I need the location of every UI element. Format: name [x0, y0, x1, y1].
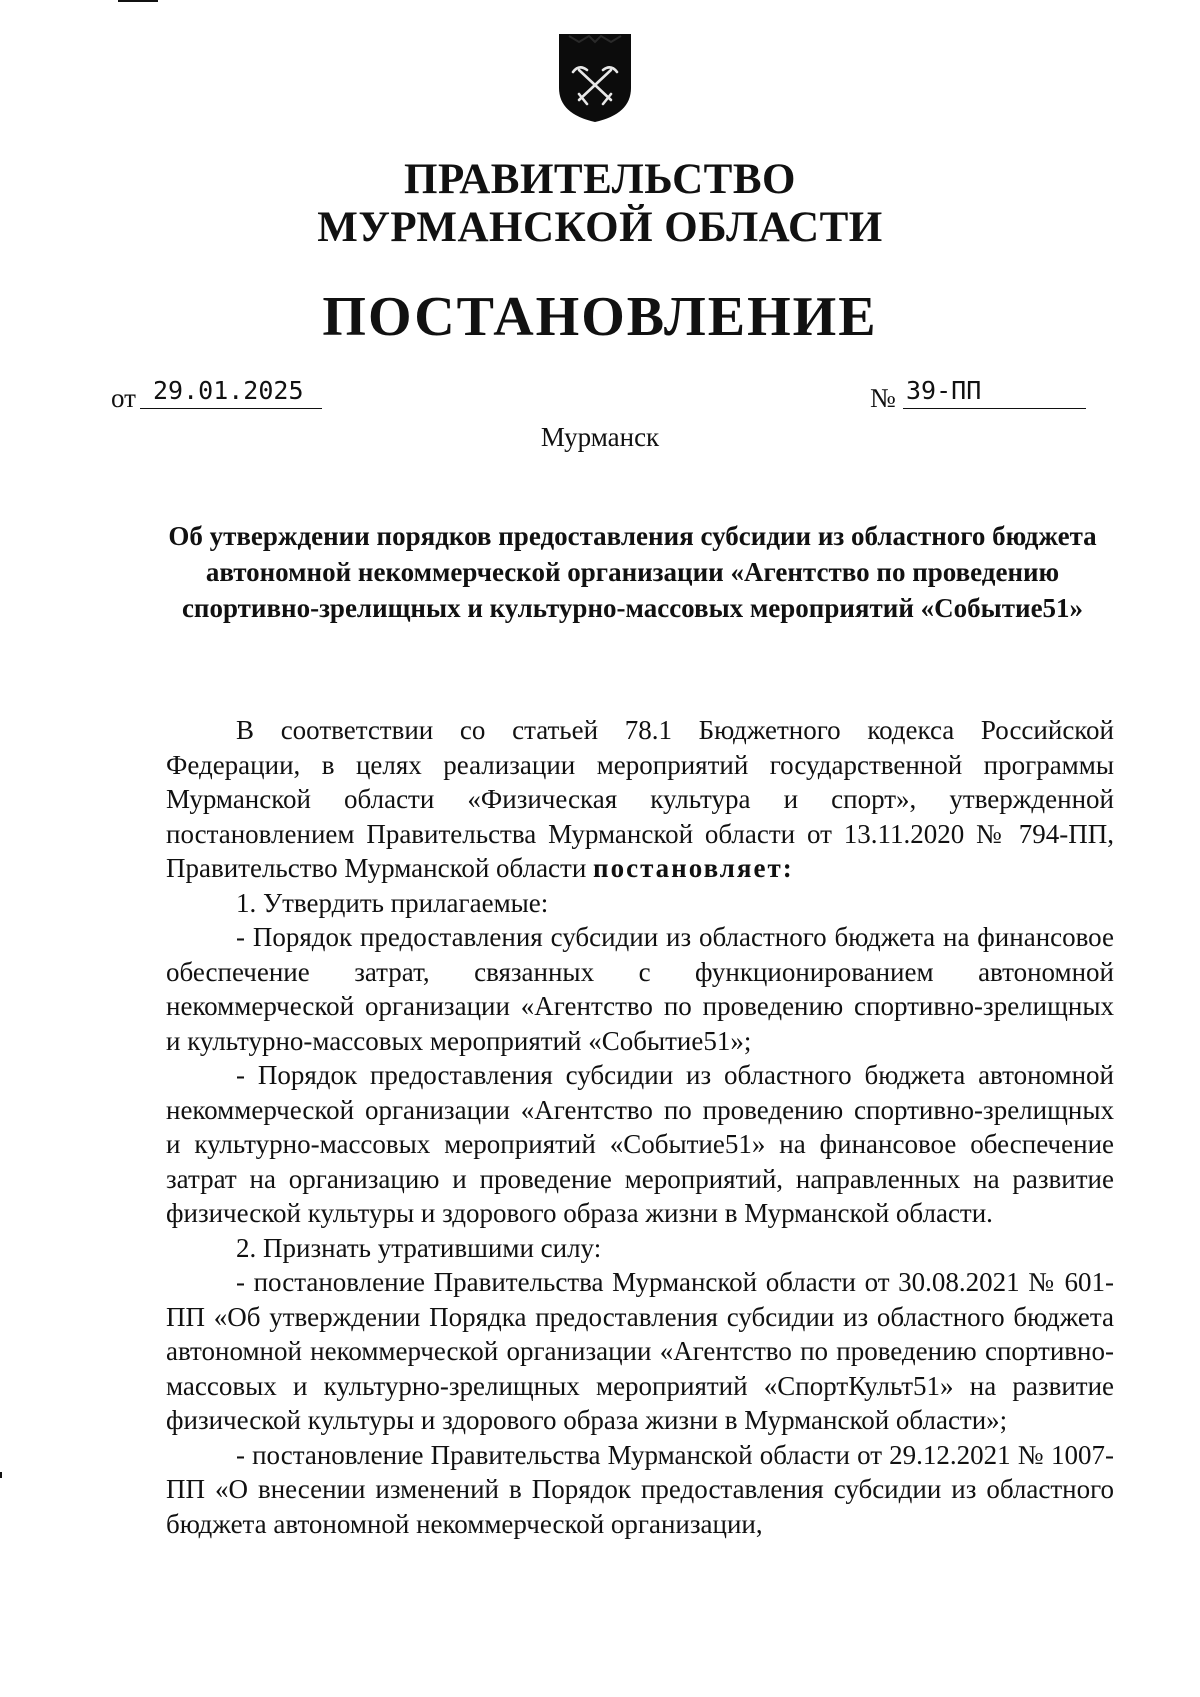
paragraph-order-1: - Порядок предоставления субсидии из областного бюджета на финансовое обеспечение затрат, связанных с функционированием автономной некоммерческой организации «Агентство по проведению спортивно-зрелищных и культурно-массовых мероприятий «Событие51»; [166, 922, 1114, 1056]
date-label: от [111, 383, 136, 413]
paragraph-repeal-2: - постановление Правительства Мурманской области от 29.12.2021 № 1007-ПП «О внесении изменений в Порядок предоставления субсидии из областного бюджета автономной некоммерческой организации, [166, 1439, 1114, 1539]
paragraph-repeal-1: - постановление Правительства Мурманской области от 30.08.2021 № 601-ПП «Об утверждении Порядка предоставления субсидии из областного бюджета автономной некоммерческой организации «Агентство по проведению спортивно-массовых и культурно-зрелищных мероприятий «СпортКульт51» на развитие физической культуры и здорового образа жизни в Мурманской области»; [166, 1267, 1114, 1435]
scan-edge-mark [118, 0, 158, 2]
document-type-heading: ПОСТАНОВЛЕНИЕ [322, 286, 878, 348]
paragraph-item-1: 1. Утвердить прилагаемые: [236, 887, 549, 918]
resolves-keyword: постановляет: [593, 853, 794, 883]
number-label: № [870, 383, 896, 413]
paragraph-item-2: 2. Признать утратившими силу: [236, 1232, 602, 1263]
government-title-line2: МУРМАНСКОЙ ОБЛАСТИ [317, 204, 883, 251]
document-body [166, 713, 1114, 1541]
paragraph-preamble [166, 713, 1114, 886]
government-title-line1: ПРАВИТЕЛЬСТВО [404, 156, 796, 203]
document-title: Об утверждении порядков предоставления субсидии из областного бюджета автономной некоммерческой организации «Агентство по проведению спортивно-зрелищных и культурно-массовых мероприятий «Событие51» [168, 521, 1097, 623]
city-name: Мурманск [540, 422, 660, 452]
coat-of-arms-icon [555, 30, 635, 126]
preamble-text: В соответствии со статьей 78.1 Бюджетного кодекса Российской Федерации, в целях реализации мероприятий государственной программы Мурманской области «Физическая культура и спорт», утвержденной постановлением Правительства Мурманской области от 13.11.2020 № 794-ПП, Правительство Мурманской области [166, 715, 1114, 883]
date-field: 29.01.2025 [140, 374, 322, 409]
scan-edge-mark [0, 1472, 2, 1478]
paragraph-order-2: - Порядок предоставления субсидии из областного бюджета автономной некоммерческой организации «Агентство по проведению спортивно-зрелищных и культурно-массовых мероприятий «Событие51» на финансовое обеспечение затрат на организацию и проведение мероприятий, направленных на развитие физической культуры и здорового образа жизни в Мурманской области. [166, 1060, 1114, 1228]
number-field: 39-ПП [903, 374, 1086, 409]
